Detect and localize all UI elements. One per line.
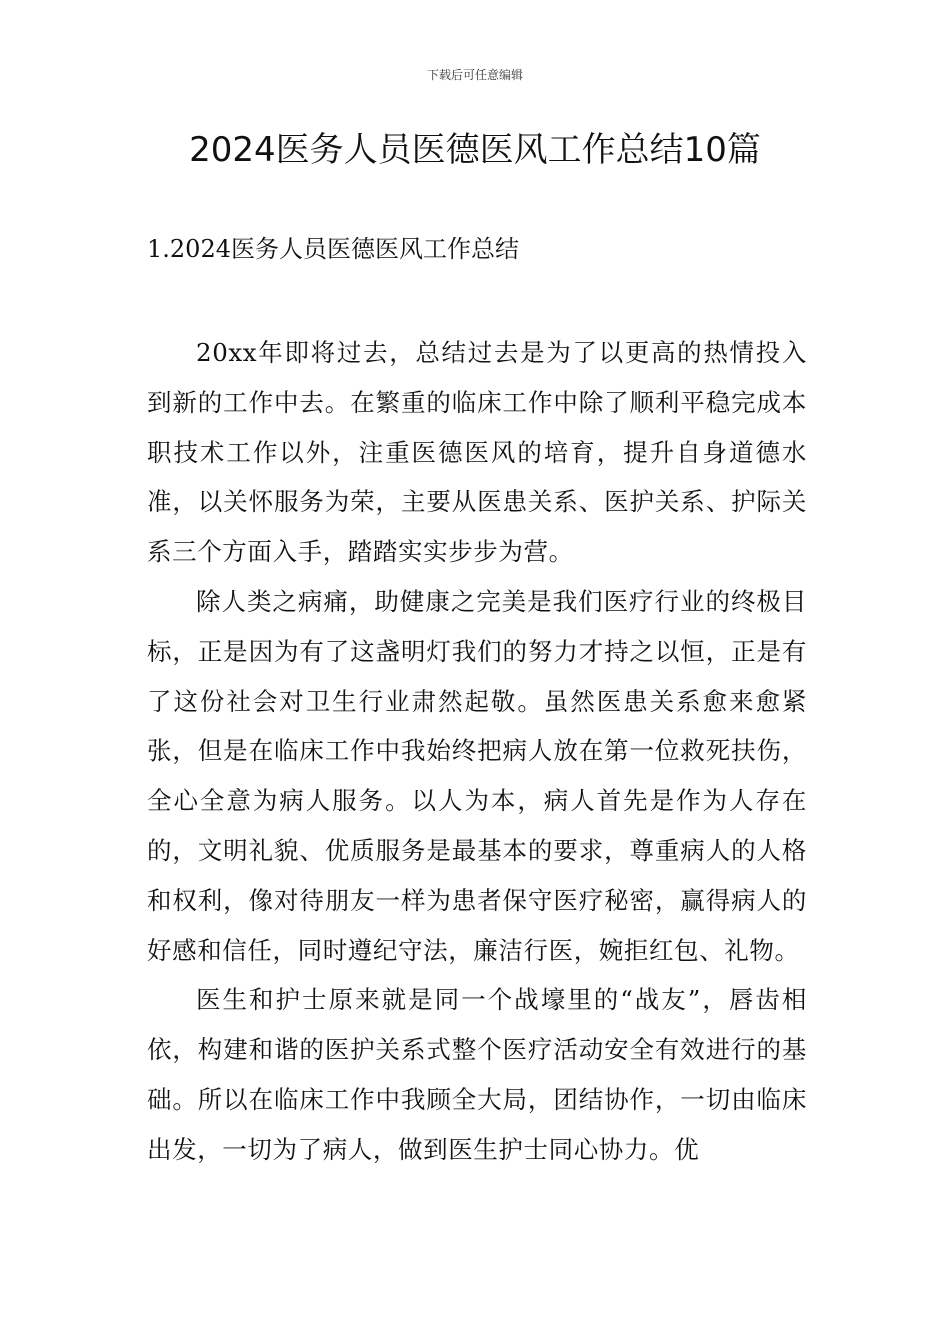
paragraph: 除人类之病痛，助健康之完美是我们医疗行业的终极目标，正是因为有了这盏明灯我们的努力才持之以恒，正是有了这份社会对卫生行业肃然起敬。虽然医患关系愈来愈紧张，但是在临床工作中我始终把病人放在第一位救死扶伤，全心全意为病人服务。以人为本，病人首先是作为人存在的，文明礼貌、优质服务是最基本的要求，尊重病人的人格和权利，像对待朋友一样为患者保守医疗秘密，赢得病人的好感和信任，同时遵纪守法，廉洁行医，婉拒红包、礼物。	[147, 586, 807, 965]
body-text	[147, 328, 807, 1175]
paragraph: 医生和护士原来就是同一个战壕里的“战友”，唇齿相依，构建和谐的医护关系式整个医疗活动安全有效进行的基础。所以在临床工作中我顾全大局，团结协作，一切由临床出发，一切为了病人，做到医生护士同心协力。优	[147, 985, 807, 1164]
section-heading: 1.2024医务人员医德医风工作总结	[147, 235, 519, 263]
document-title: 2024医务人员医德医风工作总结10篇	[189, 130, 761, 170]
header-note: 下载后可任意编辑	[426, 68, 523, 82]
paragraph: 20xx年即将过去，总结过去是为了以更高的热情投入到新的工作中去。在繁重的临床工作中除了顺利平稳完成本职技术工作以外，注重医德医风的培育，提升自身道德水准，以关怀服务为荣，主要从医患关系、医护关系、护际关系三个方面入手，踏踏实实步步为营。	[147, 338, 807, 567]
